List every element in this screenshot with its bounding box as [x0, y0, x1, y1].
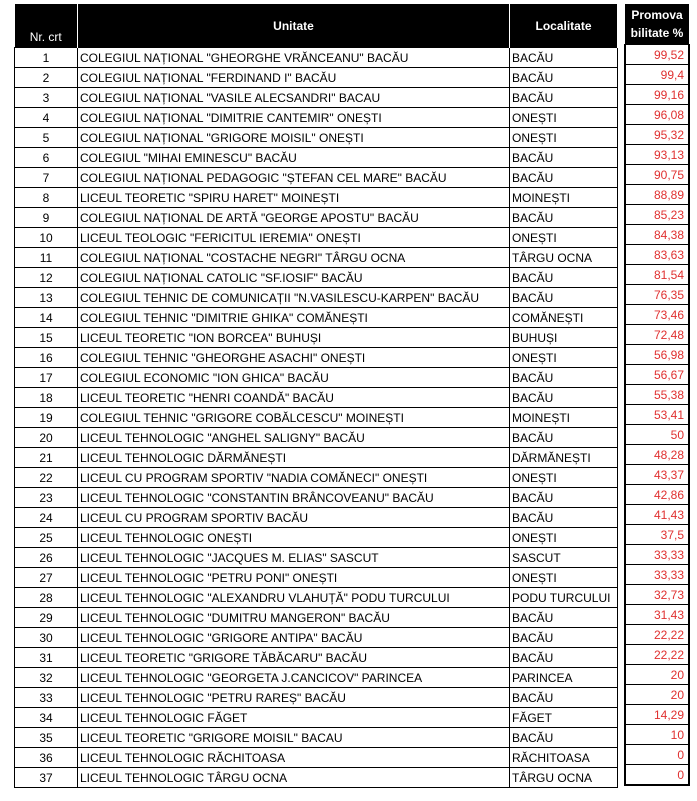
table-row — [15, 588, 618, 608]
row-nr-cell: 33 — [15, 688, 78, 708]
row-localitate-cell: ONEȘTI — [510, 228, 618, 248]
table-row — [15, 508, 618, 528]
row-percent-cell: 93,13 — [625, 145, 689, 165]
row-nr-cell: 32 — [15, 668, 78, 688]
row-unitate-cell: LICEUL TEHNOLOGIC "PETRU PONI" ONEȘTI — [78, 568, 510, 588]
row-localitate-cell: BACĂU — [510, 368, 618, 388]
row-nr-cell: 15 — [15, 328, 78, 348]
row-percent-cell: 14,29 — [625, 705, 689, 725]
pct-row — [625, 245, 689, 265]
row-nr-cell: 13 — [15, 288, 78, 308]
row-localitate-cell: PARINCEA — [510, 668, 618, 688]
row-nr-cell: 22 — [15, 468, 78, 488]
row-percent-cell: 43,37 — [625, 465, 689, 485]
row-unitate-cell: COLEGIUL TEHNIC "GRIGORE COBĂLCESCU" MOINEȘTI — [78, 408, 510, 428]
row-unitate-cell: LICEUL TEHNOLOGIC DĂRMĂNEȘTI — [78, 448, 510, 468]
row-nr-cell: 4 — [15, 108, 78, 128]
table-row — [15, 548, 618, 568]
pct-body — [625, 45, 689, 786]
table-row — [15, 688, 618, 708]
row-percent-cell: 83,63 — [625, 245, 689, 265]
table-row — [15, 68, 618, 88]
row-localitate-cell: ONEȘTI — [510, 348, 618, 368]
row-nr-cell: 8 — [15, 188, 78, 208]
row-percent-cell: 0 — [625, 745, 689, 765]
table-row — [15, 388, 618, 408]
row-unitate-cell: LICEUL TEORETIC "SPIRU HARET" MOINEȘTI — [78, 188, 510, 208]
pct-row — [625, 165, 689, 185]
row-percent-cell: 90,75 — [625, 165, 689, 185]
row-localitate-cell: ONEȘTI — [510, 128, 618, 148]
row-localitate-cell: ONEȘTI — [510, 568, 618, 588]
row-localitate-cell: BACĂU — [510, 88, 618, 108]
row-percent-cell: 10 — [625, 725, 689, 745]
header-row — [15, 4, 618, 48]
table-row — [15, 328, 618, 348]
row-nr-cell: 10 — [15, 228, 78, 248]
table-row — [15, 708, 618, 728]
table-row — [15, 568, 618, 588]
row-localitate-cell: BUHUȘI — [510, 328, 618, 348]
row-localitate-cell: BACĂU — [510, 268, 618, 288]
row-localitate-cell: BACĂU — [510, 68, 618, 88]
pct-row — [625, 85, 689, 105]
pct-row — [625, 685, 689, 705]
row-unitate-cell: COLEGIUL TEHNIC DE COMUNICAȚII "N.VASILESCU-KARPEN" BACĂU — [78, 288, 510, 308]
row-nr-cell: 34 — [15, 708, 78, 728]
pct-row — [625, 665, 689, 685]
row-unitate-cell: LICEUL TEORETIC "HENRI COANDĂ" BACĂU — [78, 388, 510, 408]
row-percent-cell: 84,38 — [625, 225, 689, 245]
header-promovabilitate — [625, 4, 689, 45]
row-nr-cell: 24 — [15, 508, 78, 528]
row-localitate-cell: BACĂU — [510, 168, 618, 188]
row-percent-cell: 96,08 — [625, 105, 689, 125]
row-nr-cell: 9 — [15, 208, 78, 228]
row-unitate-cell: COLEGIUL NAȚIONAL DE ARTĂ "GEORGE APOSTU" BACĂU — [78, 208, 510, 228]
pct-row — [625, 385, 689, 405]
row-nr-cell: 20 — [15, 428, 78, 448]
row-percent-cell: 99,4 — [625, 65, 689, 85]
table-row — [15, 528, 618, 548]
pct-row — [625, 525, 689, 545]
table-row — [15, 468, 618, 488]
table-row — [15, 148, 618, 168]
row-unitate-cell: COLEGIUL TEHNIC "GHEORGHE ASACHI" ONEȘTI — [78, 348, 510, 368]
header-nr-crt: Nr. crt — [15, 4, 78, 48]
row-nr-cell: 3 — [15, 88, 78, 108]
pct-row — [625, 265, 689, 285]
row-unitate-cell: COLEGIUL "MIHAI EMINESCU" BACĂU — [78, 148, 510, 168]
pct-row — [625, 425, 689, 445]
row-nr-cell: 19 — [15, 408, 78, 428]
row-unitate-cell: COLEGIUL ECONOMIC "ION GHICA" BACĂU — [78, 368, 510, 388]
row-percent-cell: 55,38 — [625, 385, 689, 405]
row-nr-cell: 18 — [15, 388, 78, 408]
pct-row — [625, 765, 689, 786]
pct-row — [625, 445, 689, 465]
table-row — [15, 728, 618, 748]
pct-row — [625, 65, 689, 85]
pct-row — [625, 225, 689, 245]
row-percent-cell: 31,43 — [625, 605, 689, 625]
row-unitate-cell: LICEUL TEHNOLOGIC RĂCHITOASA — [78, 748, 510, 768]
table-row — [15, 668, 618, 688]
row-localitate-cell: DĂRMĂNEȘTI — [510, 448, 618, 468]
row-unitate-cell: LICEUL TEHNOLOGIC "GEORGETA J.CANCICOV" PARINCEA — [78, 668, 510, 688]
row-unitate-cell: LICEUL TEHNOLOGIC "CONSTANTIN BRÂNCOVEANU" BACĂU — [78, 488, 510, 508]
row-nr-cell: 29 — [15, 608, 78, 628]
row-unitate-cell: COLEGIUL NAȚIONAL "COSTACHE NEGRI" TÂRGU OCNA — [78, 248, 510, 268]
header-promovabilitate-line1: Promova — [631, 8, 683, 22]
pct-row — [625, 345, 689, 365]
row-unitate-cell: COLEGIUL TEHNIC "DIMITRIE GHIKA" COMĂNEȘTI — [78, 308, 510, 328]
pct-row — [625, 365, 689, 385]
table-row — [15, 188, 618, 208]
row-nr-cell: 1 — [15, 48, 78, 68]
row-localitate-cell: BACĂU — [510, 608, 618, 628]
pct-row — [625, 105, 689, 125]
row-percent-cell: 81,54 — [625, 265, 689, 285]
table-row — [15, 428, 618, 448]
pct-row — [625, 645, 689, 665]
row-localitate-cell: MOINEȘTI — [510, 408, 618, 428]
row-percent-cell: 37,5 — [625, 525, 689, 545]
row-localitate-cell: FĂGET — [510, 708, 618, 728]
table-row — [15, 108, 618, 128]
row-percent-cell: 20 — [625, 685, 689, 705]
row-nr-cell: 36 — [15, 748, 78, 768]
pct-row — [625, 125, 689, 145]
row-nr-cell: 12 — [15, 268, 78, 288]
row-localitate-cell: ONEȘTI — [510, 468, 618, 488]
pct-row — [625, 605, 689, 625]
pct-row — [625, 185, 689, 205]
row-unitate-cell: LICEUL TEORETIC "GRIGORE MOISIL" BACAU — [78, 728, 510, 748]
row-nr-cell: 2 — [15, 68, 78, 88]
row-localitate-cell: BACĂU — [510, 648, 618, 668]
row-unitate-cell: COLEGIUL NAȚIONAL "DIMITRIE CANTEMIR" ONEȘTI — [78, 108, 510, 128]
row-unitate-cell: LICEUL CU PROGRAM SPORTIV "NADIA COMĂNECI" ONEȘTI — [78, 468, 510, 488]
row-unitate-cell: LICEUL TEHNOLOGIC TÂRGU OCNA — [78, 768, 510, 788]
row-nr-cell: 25 — [15, 528, 78, 548]
pct-row — [625, 45, 689, 65]
row-localitate-cell: TÂRGU OCNA — [510, 768, 618, 788]
row-unitate-cell: COLEGIUL NAȚIONAL "GRIGORE MOISIL" ONEȘTI — [78, 128, 510, 148]
row-percent-cell: 20 — [625, 665, 689, 685]
table-row — [15, 168, 618, 188]
header-unitate: Unitate — [78, 4, 510, 48]
table-row — [15, 348, 618, 368]
row-percent-cell: 48,28 — [625, 445, 689, 465]
pct-row — [625, 325, 689, 345]
row-percent-cell: 99,16 — [625, 85, 689, 105]
header-promovabilitate-line2: bilitate % — [630, 26, 684, 40]
pct-row — [625, 565, 689, 585]
schools-table — [14, 4, 618, 788]
table-row — [15, 288, 618, 308]
row-unitate-cell: LICEUL TEHNOLOGIC FĂGET — [78, 708, 510, 728]
pct-row — [625, 205, 689, 225]
row-localitate-cell: PODU TURCULUI — [510, 588, 618, 608]
row-localitate-cell: ONEȘTI — [510, 528, 618, 548]
row-percent-cell: 33,33 — [625, 565, 689, 585]
row-unitate-cell: COLEGIUL NAȚIONAL "FERDINAND I" BACĂU — [78, 68, 510, 88]
row-unitate-cell: LICEUL TEHNOLOGIC "ANGHEL SALIGNY" BACĂU — [78, 428, 510, 448]
row-localitate-cell: MOINEȘTI — [510, 188, 618, 208]
table-row — [15, 608, 618, 628]
row-localitate-cell: BACĂU — [510, 208, 618, 228]
row-localitate-cell: BACĂU — [510, 288, 618, 308]
row-localitate-cell: BACĂU — [510, 508, 618, 528]
pct-row — [625, 485, 689, 505]
row-percent-cell: 33,33 — [625, 545, 689, 565]
row-nr-cell: 30 — [15, 628, 78, 648]
row-percent-cell: 73,46 — [625, 305, 689, 325]
row-localitate-cell: SASCUT — [510, 548, 618, 568]
row-percent-cell: 95,32 — [625, 125, 689, 145]
pct-row — [625, 305, 689, 325]
row-localitate-cell: RĂCHITOASA — [510, 748, 618, 768]
table-row — [15, 268, 618, 288]
row-localitate-cell: ONEȘTI — [510, 108, 618, 128]
table-row — [15, 648, 618, 668]
row-percent-cell: 56,98 — [625, 345, 689, 365]
row-nr-cell: 14 — [15, 308, 78, 328]
row-localitate-cell: BACĂU — [510, 628, 618, 648]
row-unitate-cell: LICEUL TEHNOLOGIC ONEȘTI — [78, 528, 510, 548]
table-row — [15, 448, 618, 468]
row-nr-cell: 26 — [15, 548, 78, 568]
row-localitate-cell: COMĂNEȘTI — [510, 308, 618, 328]
row-localitate-cell: BACĂU — [510, 728, 618, 748]
table-row — [15, 248, 618, 268]
row-nr-cell: 21 — [15, 448, 78, 468]
header-localitate: Localitate — [510, 4, 618, 48]
table-row — [15, 628, 618, 648]
row-percent-cell: 22,22 — [625, 645, 689, 665]
row-unitate-cell: LICEUL TEORETIC "ION BORCEA" BUHUȘI — [78, 328, 510, 348]
row-percent-cell: 53,41 — [625, 405, 689, 425]
row-percent-cell: 0 — [625, 765, 689, 786]
table-row — [15, 308, 618, 328]
row-unitate-cell: COLEGIUL NAȚIONAL PEDAGOGIC "ȘTEFAN CEL MARE" BACĂU — [78, 168, 510, 188]
pct-row — [625, 625, 689, 645]
pct-row — [625, 145, 689, 165]
row-localitate-cell: TÂRGU OCNA — [510, 248, 618, 268]
row-nr-cell: 16 — [15, 348, 78, 368]
row-unitate-cell: LICEUL TEHNOLOGIC "GRIGORE ANTIPA" BACĂU — [78, 628, 510, 648]
table-body — [15, 48, 618, 788]
row-nr-cell: 27 — [15, 568, 78, 588]
row-localitate-cell: BACĂU — [510, 688, 618, 708]
pct-row — [625, 745, 689, 765]
row-unitate-cell: LICEUL TEOLOGIC "FERICITUL IEREMIA" ONEȘTI — [78, 228, 510, 248]
row-localitate-cell: BACĂU — [510, 488, 618, 508]
row-unitate-cell: COLEGIUL NAȚIONAL CATOLIC "SF.IOSIF" BACĂU — [78, 268, 510, 288]
row-nr-cell: 5 — [15, 128, 78, 148]
row-nr-cell: 37 — [15, 768, 78, 788]
table-row — [15, 768, 618, 788]
row-unitate-cell: COLEGIUL NAȚIONAL "GHEORGHE VRĂNCEANU" BACĂU — [78, 48, 510, 68]
row-unitate-cell: COLEGIUL NAȚIONAL "VASILE ALECSANDRI" BACAU — [78, 88, 510, 108]
row-localitate-cell: BACĂU — [510, 148, 618, 168]
row-percent-cell: 56,67 — [625, 365, 689, 385]
table-row — [15, 748, 618, 768]
row-nr-cell: 35 — [15, 728, 78, 748]
row-nr-cell: 28 — [15, 588, 78, 608]
row-nr-cell: 31 — [15, 648, 78, 668]
table-row — [15, 368, 618, 388]
table-row — [15, 488, 618, 508]
table-row — [15, 408, 618, 428]
row-unitate-cell: LICEUL TEHNOLOGIC "DUMITRU MANGERON" BACĂU — [78, 608, 510, 628]
table-row — [15, 128, 618, 148]
table-row — [15, 88, 618, 108]
pct-row — [625, 585, 689, 605]
promovabilitate-column — [624, 4, 690, 786]
row-percent-cell: 22,22 — [625, 625, 689, 645]
row-percent-cell: 99,52 — [625, 45, 689, 65]
row-localitate-cell: BACĂU — [510, 388, 618, 408]
row-localitate-cell: BACĂU — [510, 428, 618, 448]
pct-row — [625, 285, 689, 305]
row-nr-cell: 23 — [15, 488, 78, 508]
row-nr-cell: 6 — [15, 148, 78, 168]
row-percent-cell: 32,73 — [625, 585, 689, 605]
pct-row — [625, 465, 689, 485]
row-percent-cell: 50 — [625, 425, 689, 445]
row-unitate-cell: LICEUL TEHNOLOGIC "PETRU RAREȘ" BACĂU — [78, 688, 510, 708]
table-row — [15, 48, 618, 68]
row-percent-cell: 85,23 — [625, 205, 689, 225]
pct-row — [625, 545, 689, 565]
row-percent-cell: 76,35 — [625, 285, 689, 305]
pct-row — [625, 705, 689, 725]
row-nr-cell: 17 — [15, 368, 78, 388]
pct-header-row — [625, 4, 689, 45]
row-nr-cell: 11 — [15, 248, 78, 268]
row-unitate-cell: LICEUL TEHNOLOGIC "ALEXANDRU VLAHUȚĂ" PODU TURCULUI — [78, 588, 510, 608]
table-row — [15, 208, 618, 228]
row-nr-cell: 7 — [15, 168, 78, 188]
row-localitate-cell: BACĂU — [510, 48, 618, 68]
row-percent-cell: 42,86 — [625, 485, 689, 505]
pct-row — [625, 405, 689, 425]
row-unitate-cell: LICEUL TEORETIC "GRIGORE TĂBĂCARU" BACĂU — [78, 648, 510, 668]
pct-row — [625, 505, 689, 525]
row-unitate-cell: LICEUL TEHNOLOGIC "JACQUES M. ELIAS" SASCUT — [78, 548, 510, 568]
row-unitate-cell: LICEUL CU PROGRAM SPORTIV BACĂU — [78, 508, 510, 528]
pct-row — [625, 725, 689, 745]
row-percent-cell: 88,89 — [625, 185, 689, 205]
table-row — [15, 228, 618, 248]
row-percent-cell: 41,43 — [625, 505, 689, 525]
row-percent-cell: 72,48 — [625, 325, 689, 345]
